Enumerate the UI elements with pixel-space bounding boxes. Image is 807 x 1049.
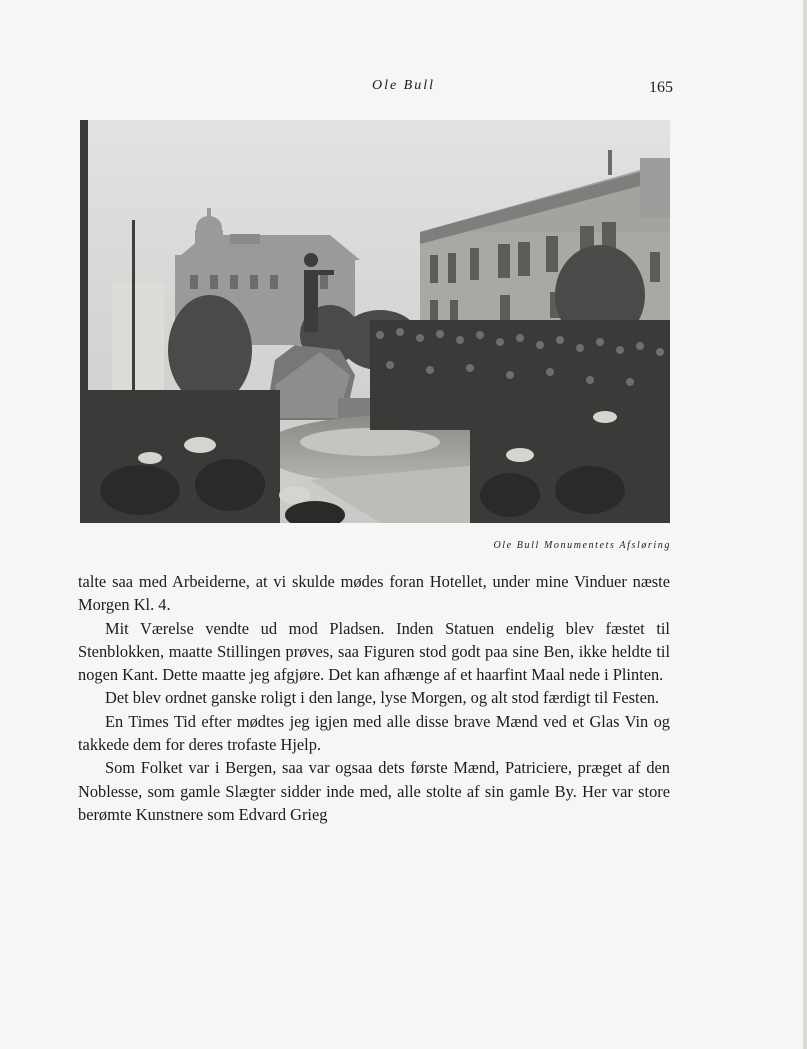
monument-unveiling-photo — [80, 120, 670, 523]
paragraph: Det blev ordnet ganske roligt i den lange, lyse Morgen, og alt stod færdigt til Festen. — [105, 688, 660, 708]
paragraph: En Times Tid efter mødtes jeg igjen med alle disse brave Mænd ved et Glas Vin og takkede dem for deres trofaste Hjelp. — [78, 711, 670, 755]
photo-caption: Ole Bull Monumentets Afsløring — [493, 540, 671, 551]
body-text — [78, 570, 670, 826]
paragraph: Som Folket var i Bergen, saa var ogsaa dets første Mænd, Patriciere, præget af den Noblesse, som gamle Slægter sidder inde med, alle stolte af sin gamle By. Her var store berømte Kunstnere som Edvard Grieg — [78, 758, 670, 824]
page-edge — [803, 0, 807, 1049]
paragraph: talte saa med Arbeiderne, at vi skulde mødes foran Hotellet, under mine Vinduer næste Morgen Kl. 4. — [78, 572, 670, 615]
running-title: Ole Bull — [371, 78, 436, 93]
page-number: 165 — [649, 79, 673, 96]
paragraph: Mit Værelse vendte ud mod Pladsen. Inden Statuen endelig blev fæstet til Stenblokken, maatte Stillingen prøves, saa Figuren stod godt paa sine Ben, ikke heldte til nogen Kant. Dette maatte jeg afgjøre. Det kan afhænge af et haarfint Maal nede i Plinten. — [78, 618, 670, 685]
